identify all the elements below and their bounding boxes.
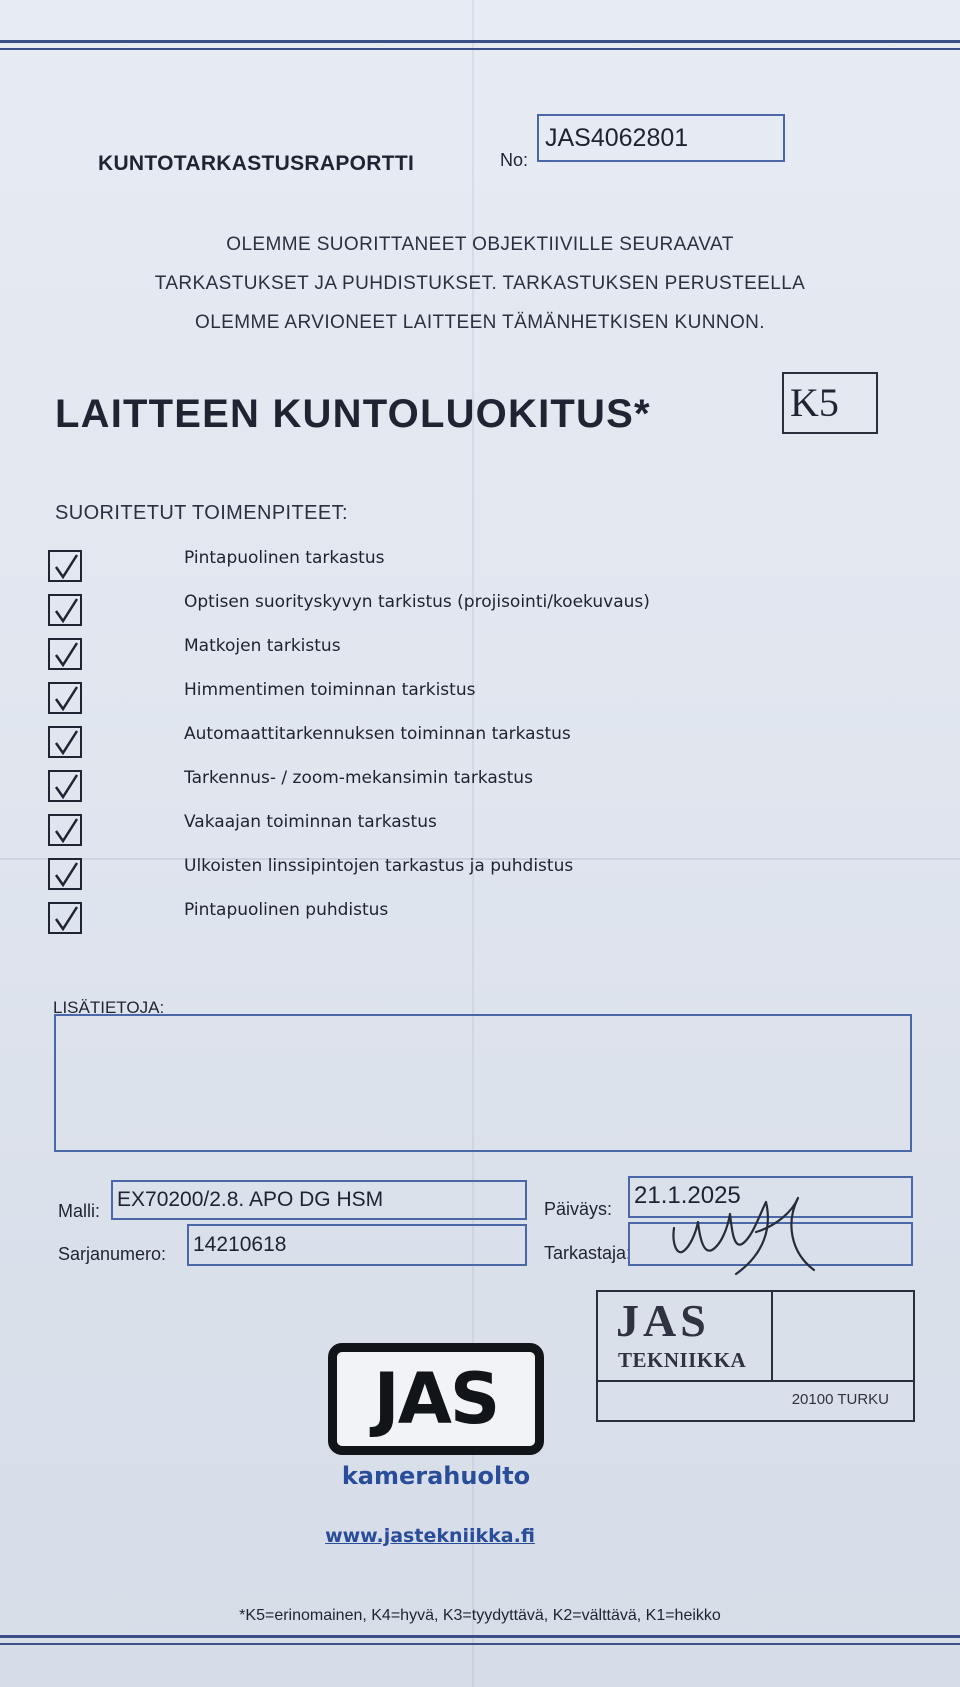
condition-grade-title: LAITTEEN KUNTOLUOKITUS*: [55, 392, 651, 436]
checklist-item: [48, 812, 908, 856]
notes-label: LISÄTIETOJA:: [53, 998, 165, 1017]
model-label: Malli:: [58, 1201, 101, 1221]
checklist-item-label: Pintapuolinen puhdistus: [184, 900, 389, 920]
checklist-item: [48, 636, 908, 680]
logo-subtitle: kamerahuolto: [341, 1462, 531, 1490]
checkmark-icon: [56, 731, 77, 753]
serial-number-label: Sarjanumero:: [58, 1244, 167, 1264]
intro-line: OLEMME SUORITTANEET OBJEKTIIVILLE SEURAAVAT: [226, 234, 734, 255]
bottom-border-rule: [0, 1633, 960, 1653]
intro-text: [60, 225, 900, 342]
checklist-item-label: Pintapuolinen tarkastus: [184, 548, 385, 568]
checklist-item: [48, 768, 908, 812]
report-number-label: No:: [500, 150, 529, 170]
checklist-item: [48, 592, 908, 636]
checkmark-icon: [56, 687, 77, 709]
company-stamp: [596, 1290, 915, 1422]
checklist-item-label: Ulkoisten linssipintojen tarkastus ja puhdistus: [184, 856, 574, 876]
checklist-item-label: Optisen suorityskyvyn tarkistus (projisointi/koekuvaus): [184, 592, 650, 612]
company-logo: [328, 1343, 544, 1455]
checklist-item: [48, 724, 908, 768]
condition-grade-field: K5: [782, 372, 878, 434]
stamp-brand: JAS: [616, 1295, 710, 1346]
notes-field: [54, 1014, 912, 1152]
stamp-city: 20100 TURKU: [791, 1391, 889, 1408]
checkmark-icon: [56, 819, 77, 841]
intro-line: OLEMME ARVIONEET LAITTEEN TÄMÄNHETKISEN KUNNON.: [195, 312, 765, 333]
checklist-item-label: Matkojen tarkistus: [184, 636, 341, 656]
date-label: Päiväys:: [544, 1199, 613, 1219]
checkbox-checked: [48, 770, 82, 802]
checkbox-checked: [48, 814, 82, 846]
checkbox-checked: [48, 902, 82, 934]
checklist-item: [48, 680, 908, 724]
report-number-field: JAS4062801: [537, 114, 785, 162]
checkmark-icon: [56, 907, 77, 929]
actions-title: SUORITETUT TOIMENPITEET:: [55, 502, 348, 524]
checkmark-icon: [56, 643, 77, 665]
inspector-label: Tarkastaja:: [544, 1243, 632, 1263]
checklist-item: [48, 900, 908, 944]
checklist-item-label: Vakaajan toiminnan tarkastus: [184, 812, 437, 832]
checklist-item: [48, 548, 908, 592]
checkbox-checked: [48, 858, 82, 890]
intro-line: TARKASTUKSET JA PUHDISTUKSET. TARKASTUKSEN PERUSTEELLA: [154, 273, 806, 294]
report-title: KUNTOTARKASTUSRAPORTTI: [98, 152, 415, 175]
serial-number-field: 14210618: [187, 1224, 527, 1266]
date-field: 21.1.2025: [628, 1176, 913, 1218]
checklist-item-label: Himmentimen toiminnan tarkistus: [184, 680, 476, 700]
checkmark-icon: [56, 555, 77, 577]
checklist-item-label: Automaattitarkennuksen toiminnan tarkastus: [184, 724, 571, 744]
inspector-signature: [668, 1192, 828, 1284]
model-field: EX70200/2.8. APO DG HSM: [111, 1180, 527, 1220]
checkmark-icon: [56, 775, 77, 797]
checkbox-checked: [48, 638, 82, 670]
checkbox-checked: [48, 682, 82, 714]
checkmark-icon: [56, 599, 77, 621]
top-border-rule: [0, 28, 960, 64]
checkbox-checked: [48, 726, 82, 758]
checkbox-checked: [48, 550, 82, 582]
website-link[interactable]: www.jastekniikka.fi: [325, 1525, 535, 1547]
logo-brand: JAS: [373, 1358, 499, 1440]
checklist-item: [48, 856, 908, 900]
checklist-item-label: Tarkennus- / zoom-mekansimin tarkastus: [184, 768, 533, 788]
stamp-subtitle: TEKNIIKKA: [618, 1348, 747, 1372]
grade-footnote: *K5=erinomainen, K4=hyvä, K3=tyydyttävä, K2=välttävä, K1=heikko: [239, 1607, 721, 1624]
checkbox-checked: [48, 594, 82, 626]
checkmark-icon: [56, 863, 77, 885]
actions-checklist: [48, 548, 908, 944]
